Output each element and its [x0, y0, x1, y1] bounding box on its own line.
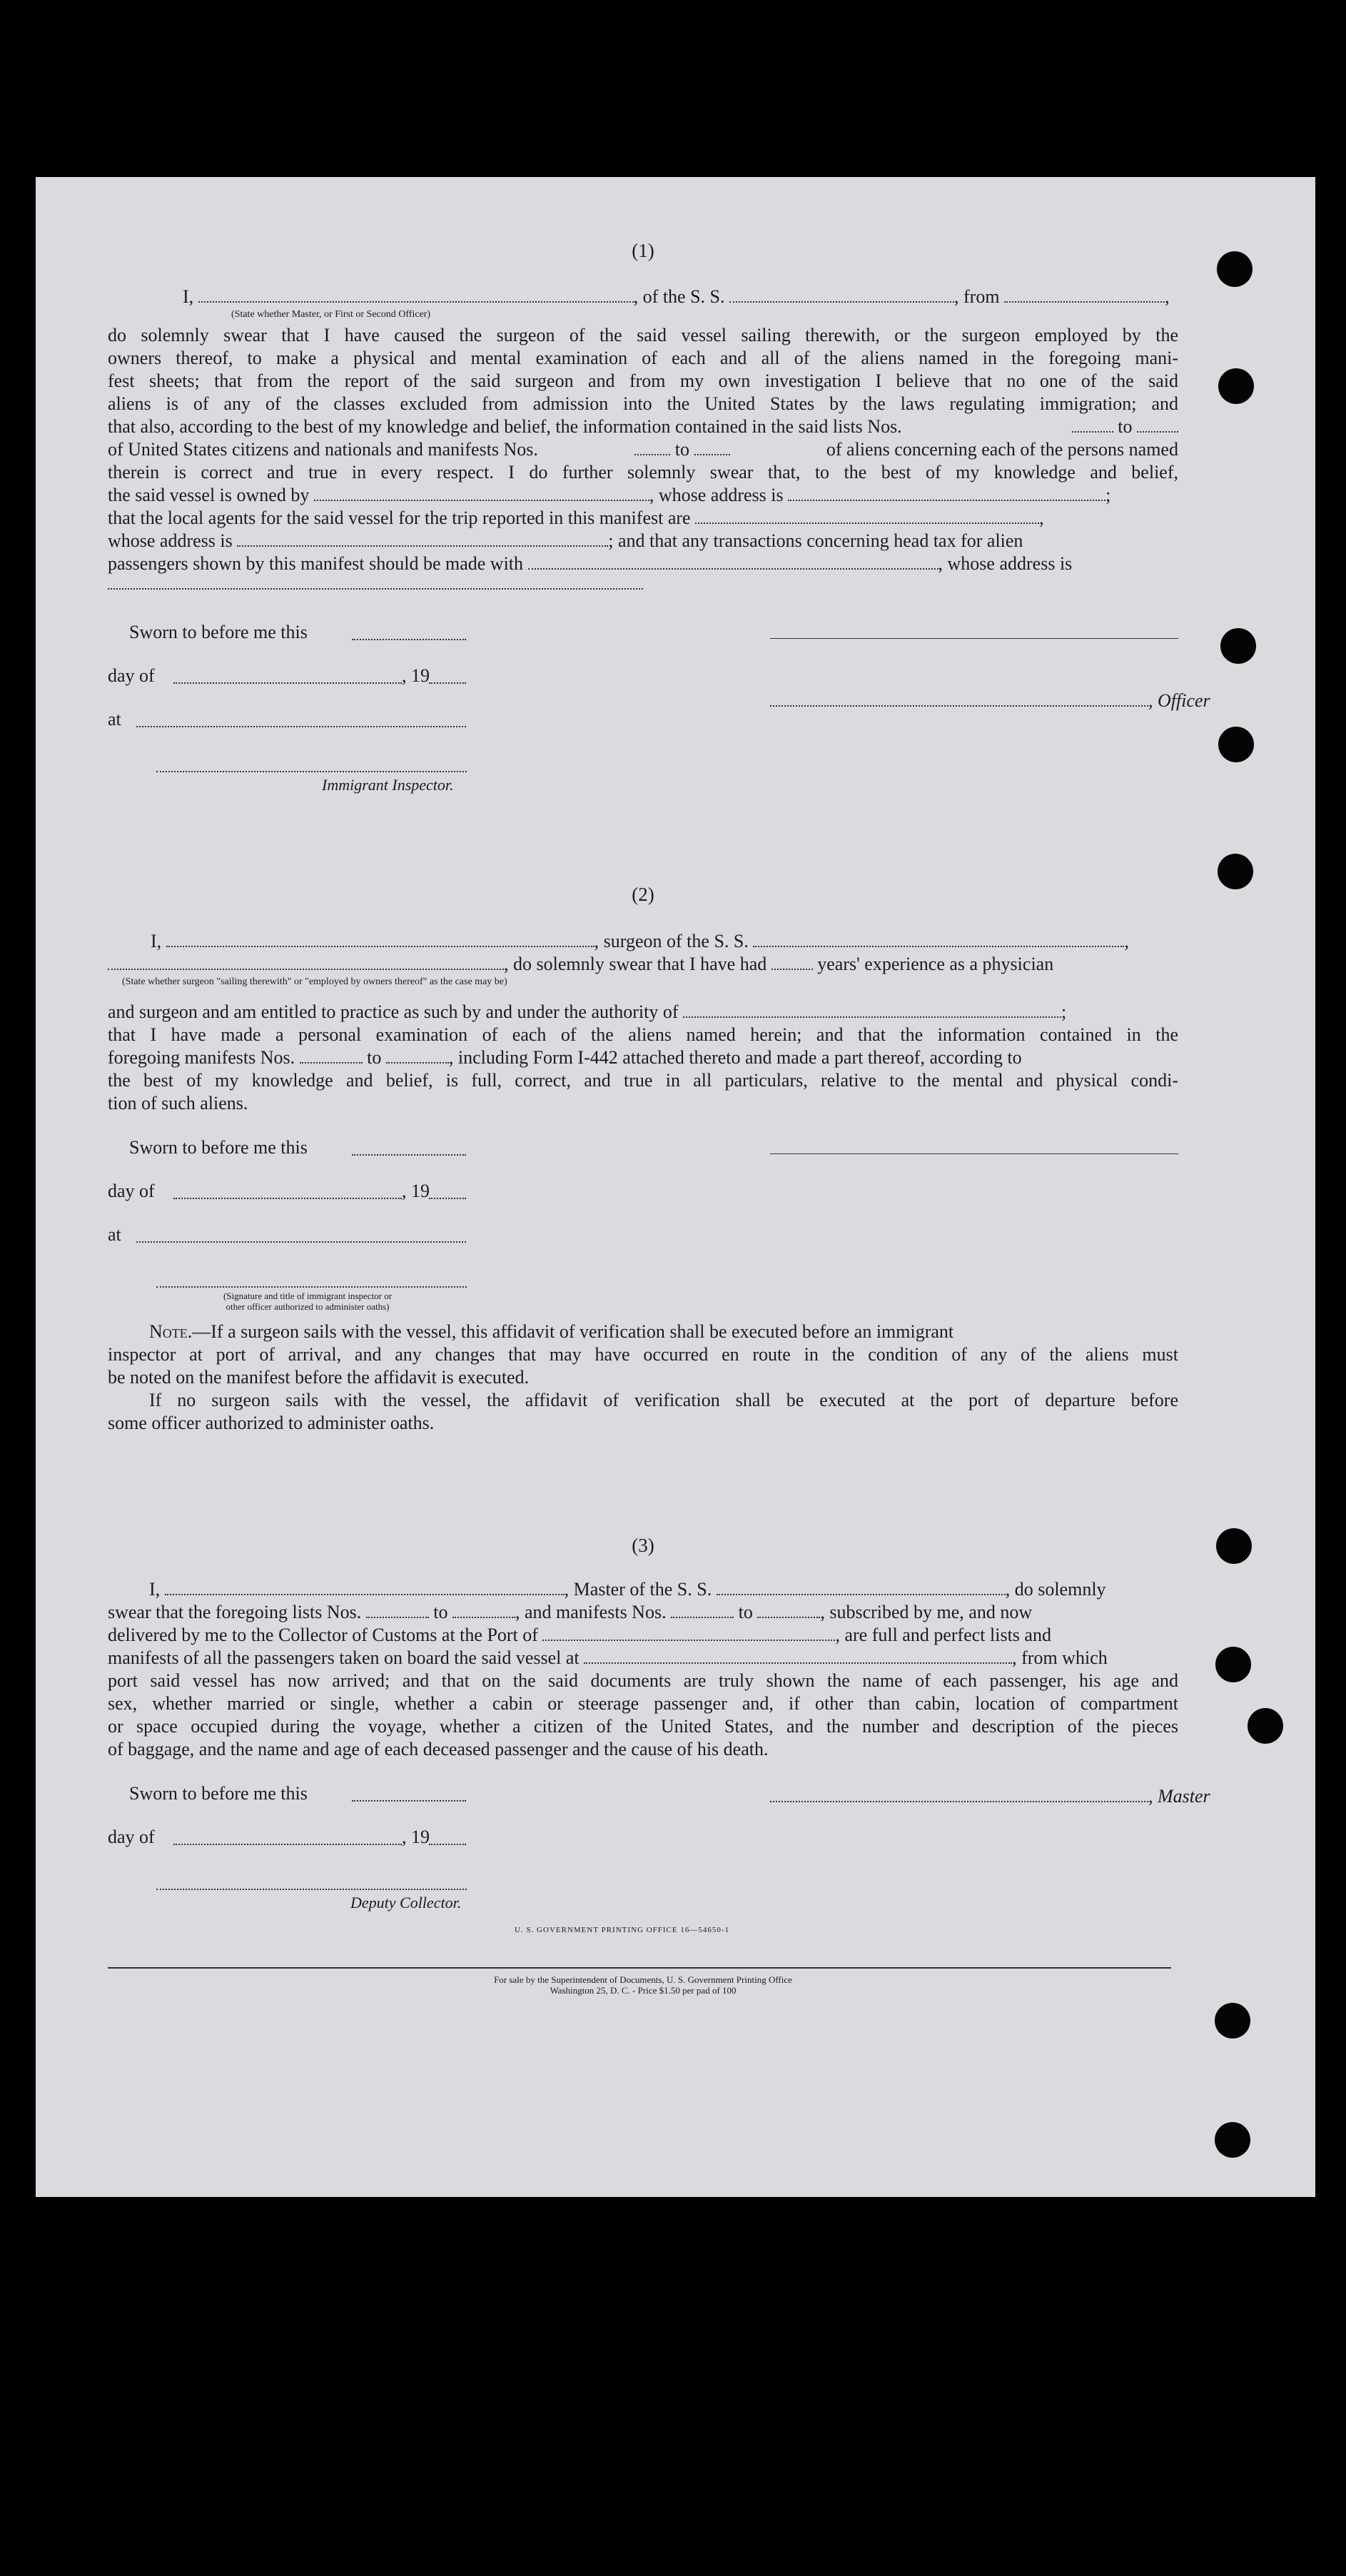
- master-signature-line[interactable]: [770, 1799, 1148, 1802]
- punch-hole-icon: [1218, 854, 1253, 889]
- text: ,: [1165, 286, 1170, 307]
- vessel-name-field[interactable]: [729, 287, 954, 303]
- master-name-field[interactable]: [165, 1580, 565, 1595]
- section-2-line: the best of my knowledge and belief, is full, correct, and true in all particulars, relative to the mental and physical condi-: [108, 1070, 1178, 1091]
- note-line: be noted on the manifest before the affidavit is executed.: [108, 1367, 530, 1388]
- sworn-place-field[interactable]: [136, 724, 466, 727]
- sworn-month-field[interactable]: [173, 1842, 402, 1845]
- year-label: , 19: [402, 1181, 430, 1201]
- sworn-day-field[interactable]: [352, 637, 466, 640]
- note-label: Note.: [149, 1321, 193, 1342]
- day-of-label: day of: [108, 1827, 155, 1847]
- text: whose address is: [108, 530, 233, 551]
- section-1-para-line: do solemnly swear that I have caused the surgeon of the said vessel sailing therewith, or the surgeon employed by the: [108, 325, 1178, 345]
- text: manifests of all the passengers taken on board the said vessel at: [108, 1647, 580, 1668]
- text: that the local agents for the said vessel for the trip reported in this manifest are: [108, 507, 691, 528]
- departure-port-field[interactable]: [1004, 287, 1165, 303]
- section-3-line: [108, 1578, 1178, 1601]
- punch-hole-icon: [1215, 2122, 1250, 2158]
- sworn-day-field[interactable]: [352, 1799, 466, 1802]
- manifest-from-field[interactable]: [634, 440, 670, 455]
- section-1-para-line: [108, 438, 1178, 461]
- text: ,: [1039, 507, 1044, 528]
- text: of aliens concerning each of the persons named: [826, 439, 1178, 460]
- sworn-label: Sworn to before me this: [129, 622, 308, 642]
- surgeon-name-field[interactable]: [166, 931, 594, 947]
- section-3-line: [108, 1601, 1178, 1624]
- head-tax-address-field[interactable]: [108, 587, 643, 590]
- surgeon-status-hint: (State whether surgeon "sailing therewith" or "employed by owners thereof" as the case may be): [122, 976, 507, 987]
- years-experience-field[interactable]: [771, 954, 813, 970]
- year-label: , 19: [402, 1827, 430, 1847]
- text: to: [738, 1602, 753, 1622]
- text: —If a surgeon sails with the vessel, this affidavit of verification shall be executed before an immigrant: [192, 1321, 954, 1342]
- note-line: inspector at port of arrival, and any changes that may have occurred en route in the condition of any of the aliens must: [108, 1344, 1178, 1365]
- text: , whose address is: [938, 553, 1073, 574]
- officer-title: , Officer: [1148, 690, 1210, 711]
- sworn-place-field[interactable]: [136, 1240, 466, 1243]
- punch-hole-icon: [1215, 1647, 1251, 1682]
- text: , and manifests Nos.: [515, 1602, 667, 1622]
- note-line: If no surgeon sails with the vessel, the affidavit of verification shall be executed at the port of departure before: [149, 1390, 1178, 1410]
- at-label: at: [108, 709, 121, 729]
- text: years' experience as a physician: [817, 954, 1054, 974]
- section-2-line: that I have made a personal examination of each of the aliens named herein; and that the information contained in the: [108, 1024, 1178, 1045]
- master-list-to-field[interactable]: [452, 1602, 515, 1618]
- text: to: [367, 1047, 382, 1068]
- master-vessel-field[interactable]: [717, 1580, 1006, 1595]
- text: , including Form I-442 attached thereto and made a part thereof, according to: [448, 1047, 1022, 1068]
- text: and surgeon and am entitled to practice as such by and under the authority of: [108, 1001, 679, 1022]
- sworn-day-field[interactable]: [352, 1153, 466, 1156]
- sale-notice: For sale by the Superintendent of Documents, U. S. Government Printing Office: [494, 1974, 792, 1985]
- at-label: at: [108, 1224, 121, 1245]
- master-manifest-from-field[interactable]: [671, 1602, 734, 1618]
- section-1-declarant-line: [108, 286, 1178, 308]
- section-1-para-line: [108, 552, 1178, 575]
- master-list-from-field[interactable]: [366, 1602, 429, 1618]
- boarding-port-field[interactable]: [584, 1648, 1012, 1664]
- text: swear that the foregoing lists Nos.: [108, 1602, 362, 1622]
- section-2-line: [108, 1046, 1178, 1069]
- text: foregoing manifests Nos.: [108, 1047, 295, 1068]
- signature-hint: (Signature and title of immigrant inspector or: [223, 1290, 393, 1301]
- sworn-label: Sworn to before me this: [129, 1137, 308, 1158]
- text: , do solemnly swear that I have had: [504, 954, 767, 974]
- section-3-line: port said vessel has now arrived; and that on the said documents are truly shown the name of each passenger, his age and: [108, 1670, 1178, 1691]
- text: to: [1118, 416, 1133, 437]
- sale-notice: Washington 25, D. C. - Price $1.50 per pad of 100: [550, 1985, 737, 1996]
- officer-name-field[interactable]: [198, 287, 634, 303]
- collector-signature-field[interactable]: [156, 1887, 467, 1890]
- owner-address-field[interactable]: [788, 485, 1105, 501]
- punch-hole-icon: [1217, 251, 1253, 287]
- section-1-para-line: therein is correct and true in every respect. I do further solemnly swear that, to the best of my knowledge and belief,: [108, 462, 1178, 483]
- officer-rank-hint: (State whether Master, or First or Second Officer): [231, 309, 431, 320]
- master-title: , Master: [1148, 1786, 1210, 1807]
- punch-hole-icon: [1215, 2003, 1250, 2039]
- note-line: some officer authorized to administer oaths.: [108, 1413, 435, 1433]
- text: I,: [151, 931, 162, 951]
- punch-hole-icon: [1220, 628, 1256, 664]
- section-1-para-line: aliens is of any of the classes excluded from admission into the United States by the laws regulating immigration; and: [108, 393, 1178, 414]
- officer-signature-line[interactable]: [770, 638, 1178, 639]
- section-1-para-line: owners thereof, to make a physical and mental examination of each and all of the aliens named in the foregoing mani-: [108, 348, 1178, 368]
- sworn-label: Sworn to before me this: [129, 1783, 308, 1804]
- note-line: [108, 1320, 1178, 1343]
- punch-hole-icon: [1248, 1708, 1283, 1744]
- sworn-year-field[interactable]: [429, 681, 466, 684]
- section-3-line: of baggage, and the name and age of each deceased passenger and the cause of his death.: [108, 1739, 769, 1759]
- sworn-year-field[interactable]: [429, 1196, 466, 1199]
- text: to: [433, 1602, 448, 1622]
- text: I,: [183, 286, 194, 307]
- text: , Master of the S. S.: [564, 1579, 712, 1600]
- section-1-para-line: [108, 530, 1178, 552]
- section-2-number: (2): [632, 884, 654, 905]
- surgeon-vessel-field[interactable]: [753, 931, 1124, 947]
- section-1-para-line: [108, 415, 1178, 438]
- port-field[interactable]: [542, 1625, 835, 1641]
- inspector-signature-field[interactable]: [156, 769, 467, 772]
- master-manifest-to-field[interactable]: [757, 1602, 820, 1618]
- text: , whose address is: [649, 485, 784, 505]
- section-3-line: or space occupied during the voyage, whether a citizen of the United States, and the number and description of the pieces: [108, 1716, 1178, 1737]
- practice-authority-field[interactable]: [683, 1002, 1061, 1018]
- manifest-to-field[interactable]: [694, 440, 730, 455]
- section-3-line: [108, 1624, 1178, 1647]
- section-1-number: (1): [632, 240, 654, 261]
- section-2-line: tion of such aliens.: [108, 1093, 248, 1113]
- text: ;: [1105, 485, 1111, 505]
- officer-name-line[interactable]: [770, 704, 1148, 707]
- gpo-imprint: U. S. GOVERNMENT PRINTING OFFICE 16—54650-1: [515, 1926, 730, 1934]
- citizen-list-from-field[interactable]: [1072, 417, 1113, 433]
- section-1-para-line: fest sheets; that from the report of the said surgeon and from my own investigation I believe that no one of the said: [108, 370, 1178, 391]
- surgeon-manifest-from-field[interactable]: [300, 1048, 363, 1064]
- text: of United States citizens and nationals and manifests Nos.: [108, 439, 538, 460]
- text: passengers shown by this manifest should be made with: [108, 553, 524, 574]
- citizen-list-to-field[interactable]: [1137, 417, 1178, 433]
- text: ;: [1061, 1001, 1067, 1022]
- text: , subscribed by me, and now: [820, 1602, 1033, 1622]
- text: , of the S. S.: [633, 286, 725, 307]
- day-of-label: day of: [108, 1181, 155, 1201]
- local-agents-field[interactable]: [695, 508, 1039, 524]
- punch-hole-icon: [1218, 368, 1254, 404]
- section-3-line: [108, 1647, 1178, 1670]
- vessel-owner-field[interactable]: [314, 485, 649, 501]
- surgeon-signature-line[interactable]: [770, 1153, 1178, 1154]
- section-1-para-line: [108, 484, 1178, 507]
- year-label: , 19: [402, 665, 430, 686]
- agents-address-field[interactable]: [237, 531, 608, 547]
- text: , do solemnly: [1005, 1579, 1106, 1600]
- day-of-label: day of: [108, 665, 155, 686]
- surgeon-manifest-to-field[interactable]: [386, 1048, 449, 1064]
- section-2-line: [108, 1001, 1178, 1024]
- text: I,: [149, 1579, 161, 1600]
- head-tax-contact-field[interactable]: [528, 554, 938, 570]
- surgeon-status-field[interactable]: [108, 954, 504, 970]
- text: , from: [954, 286, 1000, 307]
- inspector-signature-field[interactable]: [156, 1285, 467, 1288]
- text: , from which: [1012, 1647, 1108, 1668]
- text: , surgeon of the S. S.: [594, 931, 749, 951]
- sworn-month-field[interactable]: [173, 1196, 402, 1199]
- text: ,: [1124, 931, 1129, 951]
- section-2-line: [108, 930, 1178, 953]
- section-3-line: sex, whether married or single, whether a cabin or steerage passenger and, if other than cabin, location of compartment: [108, 1693, 1178, 1714]
- text: that also, according to the best of my knowledge and belief, the information contained in the said lists Nos.: [108, 416, 902, 437]
- punch-hole-icon: [1216, 1528, 1252, 1564]
- inspector-title: Immigrant Inspector.: [322, 776, 454, 794]
- section-1-para-line: [108, 507, 1178, 530]
- collector-title: Deputy Collector.: [350, 1894, 462, 1911]
- footer-rule: [108, 1967, 1171, 1969]
- text: the said vessel is owned by: [108, 485, 310, 505]
- form-page: [36, 177, 1315, 2197]
- text: , are full and perfect lists and: [835, 1625, 1051, 1645]
- punch-hole-icon: [1218, 727, 1254, 762]
- section-3-number: (3): [632, 1535, 654, 1556]
- sworn-year-field[interactable]: [429, 1842, 466, 1845]
- text: delivered by me to the Collector of Customs at the Port of: [108, 1625, 538, 1645]
- text: ; and that any transactions concerning head tax for alien: [608, 530, 1023, 551]
- signature-hint: other officer authorized to administer oaths): [226, 1301, 390, 1312]
- section-2-line: [108, 953, 1178, 976]
- sworn-month-field[interactable]: [173, 681, 402, 684]
- text: to: [674, 439, 690, 460]
